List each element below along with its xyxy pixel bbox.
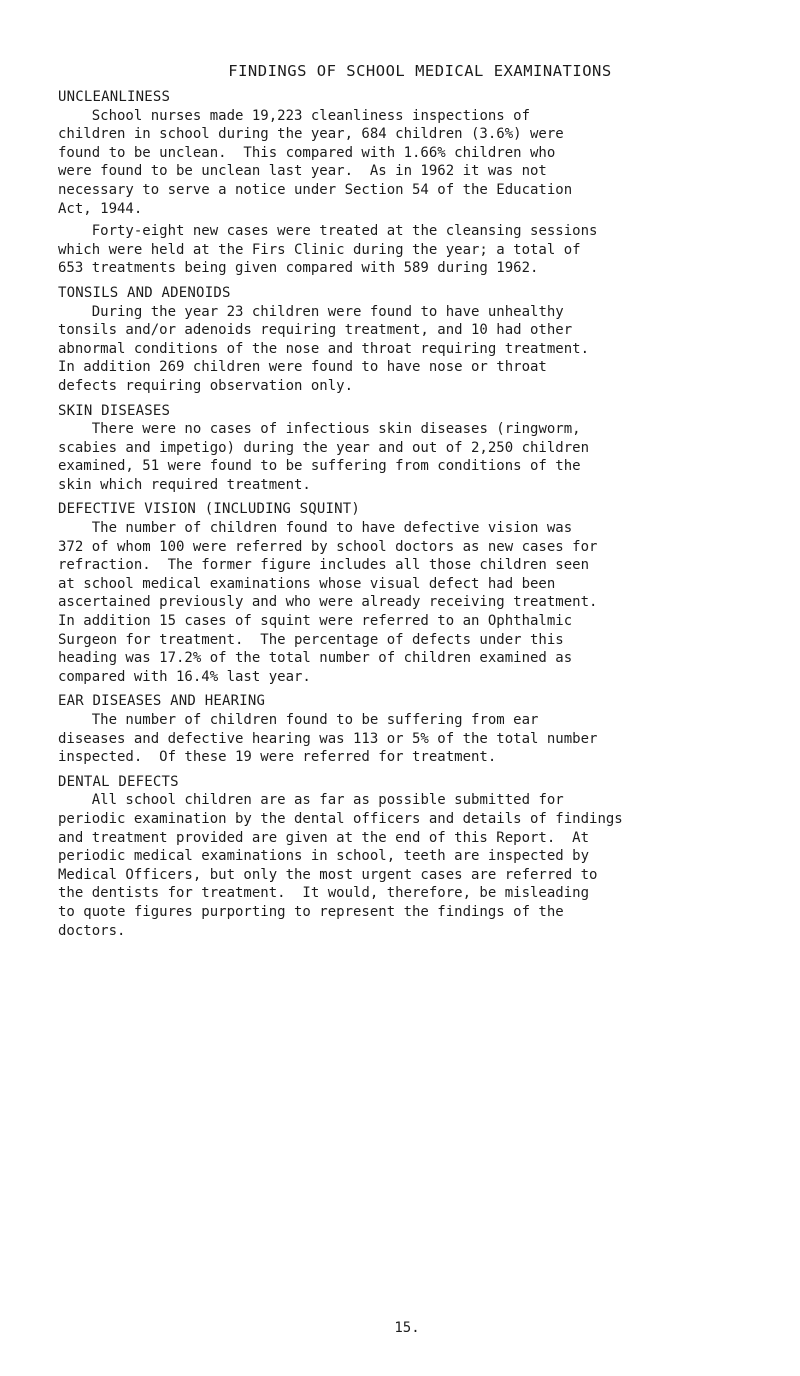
page-title: FINDINGS OF SCHOOL MEDICAL EXAMINATIONS <box>228 62 612 80</box>
section-paragraph: School nurses made 19,223 cleanliness inspections of children in school during the year, 684 children (3.6%) were found to be unclean. This compared with 1.66% children who were found to be unclean last year. As in 1962 it was not necessary to serve a notice under Section 54 of the Education Act, 1944. <box>58 107 573 217</box>
section-heading: TONSILS AND ADENOIDS <box>58 284 231 301</box>
section-heading: DENTAL DEFECTS <box>58 773 179 790</box>
document-body <box>58 88 770 940</box>
section-heading: EAR DISEASES AND HEARING <box>58 693 266 710</box>
section-heading: SKIN DISEASES <box>58 402 171 419</box>
page-number: 15. <box>394 1320 420 1336</box>
section-defective-vision <box>58 500 770 686</box>
section-paragraph: The number of children found to be suffering from ear diseases and defective hearing was 113 or 5% of the total number inspected. Of these 19 were referred for treatment. <box>58 712 598 766</box>
section-paragraph: All school children are as far as possible submitted for periodic examination by the dental officers and details of findings and treatment provided are given at the end of this Report. At periodic medical examinations in school, teeth are inspected by Medical Officers, but only the most urgent cases are referred to the dentists for treatment. It would, therefore, be misleading to quote figures purporting to represent the findings of the doctors. <box>58 792 623 939</box>
section-paragraph: During the year 23 children were found to have unhealthy tonsils and/or adenoids requiring treatment, and 10 had other abnormal conditions of the nose and throat requiring treatment. In addition 269 children were found to have nose or throat defects requiring observation only. <box>58 303 590 394</box>
section-skin-diseases <box>58 402 770 495</box>
section-paragraph: There were no cases of infectious skin diseases (ringworm, scabies and impetigo) during the year and out of 2,250 children examined, 51 were found to be suffering from conditions of the skin which required treatment. <box>58 421 590 493</box>
section-ear-diseases-and-hearing <box>58 692 770 766</box>
section-heading: UNCLEANLINESS <box>58 89 171 105</box>
section-paragraph: Forty-eight new cases were treated at the cleansing sessions which were held at the Firs Clinic during the year; a total of 653 treatments being given compared with 589 during 1962. <box>58 223 598 277</box>
section-paragraph: The number of children found to have defective vision was 372 of whom 100 were referred by school doctors as new cases for refraction. The former figure includes all those children seen at school medical examinations whose visual defect had been ascertained previously and who were already receiving treatment. In addition 15 cases of squint were referred to an Ophthalmic Surgeon for treatment. The percentage of defects under this heading was 17.2% of the total number of children examined as compared with 16.4% last year. <box>58 520 598 685</box>
section-tonsils-and-adenoids <box>58 284 770 396</box>
section-dental-defects <box>58 773 770 940</box>
section-uncleanliness <box>58 88 770 278</box>
section-heading: DEFECTIVE VISION (INCLUDING SQUINT) <box>58 501 361 518</box>
